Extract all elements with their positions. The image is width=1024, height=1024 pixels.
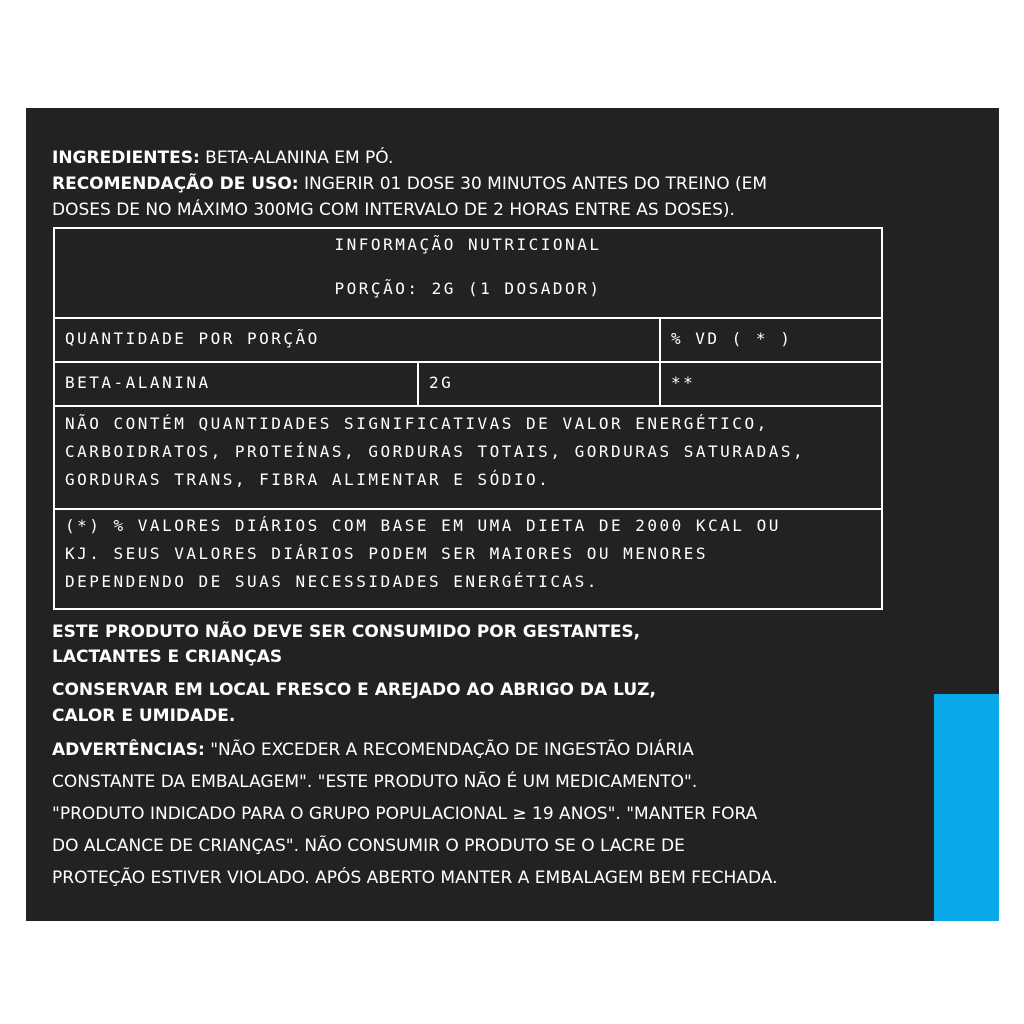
qty-header-cell	[53, 317, 661, 363]
warnings-line-4: DO ALCANCE DE CRIANÇAS". NÃO CONSUMIR O PRODUTO SE O LACRE DE	[52, 836, 685, 856]
daily-line-3: DEPENDENDO DE SUAS NECESSIDADES ENERGÉTICAS.	[65, 572, 599, 591]
ingredients-line	[52, 145, 393, 171]
warnings-line-5: PROTEÇÃO ESTIVER VIOLADO. APÓS ABERTO MANTER A EMBALAGEM BEM FECHADA.	[52, 868, 778, 888]
daily-line-2: KJ. SEUS VALORES DIÁRIOS PODEM SER MAIORES OU MENORES	[65, 544, 709, 563]
usage-line-2: DOSES DE NO MÁXIMO 300MG COM INTERVALO DE 2 HORAS ENTRE AS DOSES).	[52, 200, 735, 220]
usage-line-1	[52, 171, 767, 197]
warnings-text-1: "NÃO EXCEDER A RECOMENDAÇÃO DE INGESTÃO DIÁRIA	[210, 740, 694, 760]
pregnancy-warning-2: LACTANTES E CRIANÇAS	[52, 647, 283, 667]
label-panel	[26, 108, 999, 921]
note-line-2: CARBOIDRATOS, PROTEÍNAS, GORDURAS TOTAIS, GORDURAS SATURADAS,	[65, 442, 806, 461]
warnings-label: ADVERTÊNCIAS:	[52, 740, 205, 760]
nutrition-title: INFORMAÇÃO NUTRICIONAL	[334, 235, 602, 254]
vd-header: % VD ( * )	[671, 329, 793, 348]
row-vd-cell	[659, 361, 883, 407]
ingredients-text: BETA-ALANINA EM PÓ.	[205, 148, 394, 168]
row-vd: **	[671, 373, 696, 392]
warnings-line-3: "PRODUTO INDICADO PARA O GRUPO POPULACIONAL ≥ 19 ANOS". "MANTER FORA	[52, 804, 758, 824]
nutrition-header-cell	[53, 227, 883, 319]
warnings-line-1	[52, 737, 694, 763]
portion-text: PORÇÃO: 2G (1 DOSADOR)	[334, 279, 602, 298]
storage-line-1: CONSERVAR EM LOCAL FRESCO E AREJADO AO ABRIGO DA LUZ,	[52, 680, 656, 700]
row-amount-cell	[417, 361, 661, 407]
warnings-line-2: CONSTANTE DA EMBALAGEM". "ESTE PRODUTO NÃO É UM MEDICAMENTO".	[52, 772, 698, 792]
note-line-3: GORDURAS TRANS, FIBRA ALIMENTAR E SÓDIO.	[65, 470, 551, 489]
usage-text-1: INGERIR 01 DOSE 30 MINUTOS ANTES DO TREINO (EM	[304, 174, 768, 194]
usage-label: RECOMENDAÇÃO DE USO:	[52, 174, 299, 194]
pregnancy-warning-1: ESTE PRODUTO NÃO DEVE SER CONSUMIDO POR GESTANTES,	[52, 622, 641, 642]
note-cell	[53, 405, 883, 510]
storage-line-2: CALOR E UMIDADE.	[52, 706, 236, 726]
row-name: BETA-ALANINA	[65, 373, 211, 392]
daily-line-1: (*) % VALORES DIÁRIOS COM BASE EM UMA DIETA DE 2000 KCAL OU	[65, 516, 781, 535]
row-name-cell	[53, 361, 419, 407]
ingredients-label: INGREDIENTES:	[52, 148, 200, 168]
qty-header: QUANTIDADE POR PORÇÃO	[65, 329, 320, 348]
note-line-1: NÃO CONTÉM QUANTIDADES SIGNIFICATIVAS DE VALOR ENERGÉTICO,	[65, 414, 769, 433]
vd-header-cell	[659, 317, 883, 363]
row-amount: 2G	[429, 373, 454, 392]
daily-values-cell	[53, 508, 883, 610]
accent-bar	[934, 694, 999, 921]
